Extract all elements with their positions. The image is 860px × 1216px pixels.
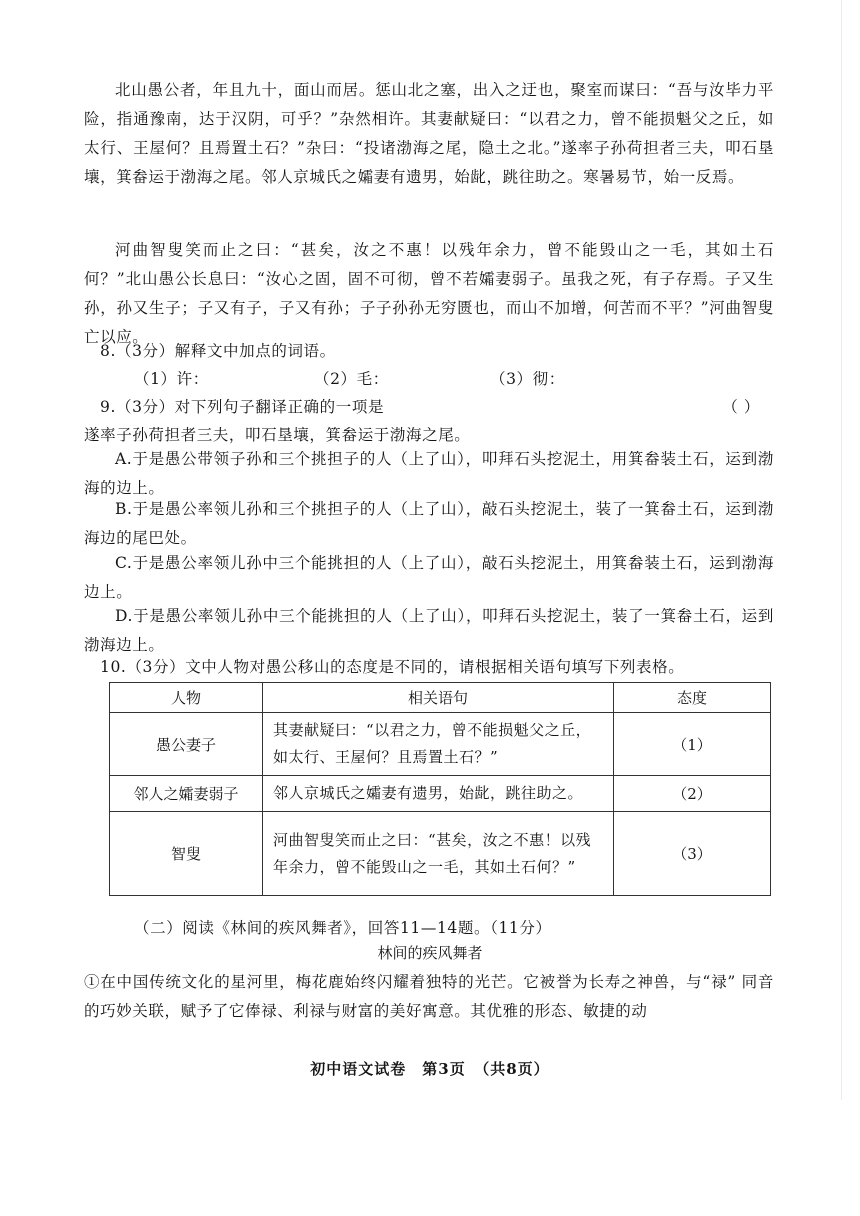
table-row <box>110 713 771 776</box>
header-attitude: 态度 <box>614 683 771 713</box>
q8-item-2: （2）毛： <box>314 370 389 388</box>
cell-quote: 其妻献疑曰：“以君之力，曾不能损魁父之丘，如太行、王屋何？且焉置土石？” <box>263 713 614 776</box>
question-8-items <box>134 365 824 394</box>
article-title: 林间的疾风舞者 <box>377 944 483 962</box>
answer-parenthesis: （ ） <box>722 398 760 416</box>
passage-paragraph-2: 河曲智叟笑而止之曰：“甚矣，汝之不惠！以残年余力，曾不能毁山之一毛，其如土石何？”北山愚公长息曰：“汝心之固，固不可彻，曾不若孀妻弱子。虽我之死，有子存焉。子又生孙，孙又生子；子又有子，子又有孙；子子孙孙无穷匮也，而山不加增，何苦而不平？”河曲智叟亡以应。 <box>84 241 774 346</box>
passage-paragraph-1: 北山愚公者，年且九十，面山而居。惩山北之塞，出入之迂也，聚室而谋曰：“吾与汝毕力平险，指通豫南，达于汉阴，可乎？”杂然相许。其妻献疑曰：“以君之力，曾不能损魁父之丘，如太行、王屋何？且焉置土石？”杂曰：“投诸渤海之尾，隐土之北。”遂率子孙荷担者三夫，叩石垦壤，箕畚运于渤海之尾。邻人京城氏之孀妻有遗男，始龀，跳往助之。寒暑易节，始一反焉。 <box>84 81 774 186</box>
cell-quote: 邻人京城氏之孀妻有遗男，始龀，跳往助之。 <box>263 776 614 812</box>
cell-attitude-blank[interactable]: （1） <box>614 713 771 776</box>
cell-attitude-blank[interactable]: （2） <box>614 776 771 812</box>
page-edge <box>841 0 842 1100</box>
q9-sentence: 遂率子孙荷担者三夫，叩石垦壤，箕畚运于渤海之尾。 <box>84 426 471 444</box>
cell-person: 智叟 <box>110 812 263 896</box>
question-9-stem <box>100 393 760 422</box>
page-footer: 初中语文试卷 第3页 （共8页） <box>310 1060 550 1078</box>
table-header-row <box>110 683 771 713</box>
section-2-heading: （二）阅读《林间的疾风舞者》，回答11—14题。（11分） <box>134 919 552 937</box>
q8-item-1: （1）许： <box>134 370 209 388</box>
q9-option-b: B.于是愚公率领儿孙和三个挑担子的人（上了山），敲石头挖泥土，装了一箕畚土石，运到渤海边的尾巴处。 <box>84 500 774 547</box>
header-person: 人物 <box>110 683 263 713</box>
question-8-stem: 8.（3分）解释文中加点的词语。 <box>100 342 336 360</box>
q8-item-3: （3）彻： <box>490 370 565 388</box>
q9-option-a: A.于是愚公带领子孙和三个挑担子的人（上了山），叩拜石头挖泥土，用箕畚装土石，运到渤海的边上。 <box>84 450 774 497</box>
q9-option-c: C.于是愚公率领儿孙中三个能挑担的人（上了山），敲石头挖泥土，用箕畚装土石，运到渤海边上。 <box>84 554 774 601</box>
q9-option-d: D.于是愚公率领儿孙中三个能挑担的人（上了山），叩拜石头挖泥土，装了一箕畚土石，运到渤海边上。 <box>84 607 774 654</box>
cell-quote: 河曲智叟笑而止之曰：“甚矣，汝之不惠！以残年余力，曾不能毁山之一毛，其如土石何？” <box>263 812 614 896</box>
q9-stem-text: 9.（3分）对下列句子翻译正确的一项是 <box>100 398 385 416</box>
cell-person: 愚公妻子 <box>110 713 263 776</box>
article-paragraph-1: ①在中国传统文化的星河里，梅花鹿始终闪耀着独特的光芒。它被誉为长寿之神兽，与“禄” 同音的巧妙关联，赋予了它俸禄、利禄与财富的美好寓意。其优雅的形态、敏捷的动 <box>84 973 774 1020</box>
cell-attitude-blank[interactable]: （3） <box>614 812 771 896</box>
table-row <box>110 812 771 896</box>
cell-person: 邻人之孀妻弱子 <box>110 776 263 812</box>
attitude-table <box>109 682 771 896</box>
question-10-stem: 10.（3分）文中人物对愚公移山的态度是不同的，请根据相关语句填写下列表格。 <box>100 658 685 676</box>
table-row <box>110 776 771 812</box>
header-quote: 相关语句 <box>263 683 614 713</box>
